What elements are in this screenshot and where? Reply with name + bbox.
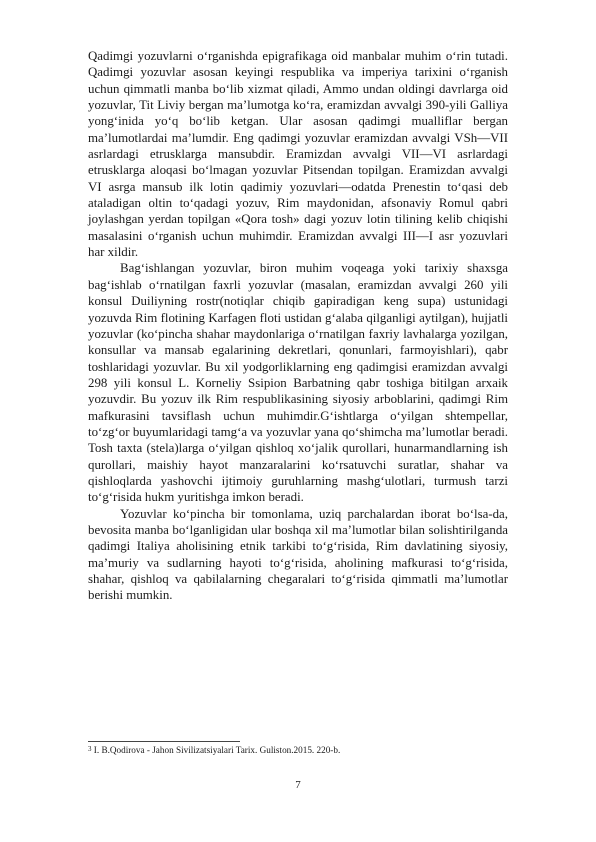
footnote — [88, 744, 508, 756]
body-text — [88, 48, 508, 604]
footnote-text: I. B.Qodirova - Jahon Sivilizatsiyalari Tarix. Guliston.2015. 220-b. — [93, 745, 341, 755]
paragraph-2: Bag‘ishlangan yozuvlar, biron muhim voqeaga yoki tarixiy shaxsga bag‘ishlab o‘rnatilgan faxrli yozuvlar (masalan, eramizdan avvalgi 260 yili konsul Duiliyning rostr(notiqlar chiqib gapiradigan keng supa) ustunidagi yozuvda Rim flotining Karfagen floti ustidan g‘alaba qilganligi aytilgan), hujjatli yozuvlar (ko‘pincha shahar maydonlariga o‘rnatilgan faxriy lavhalarga yozilgan, konsullar va mansab egalarining dekretlari, qonunlari, farmoyishlari), qabr toshlaridagi yozuvlar. Bu xil yodgorliklarning eng qadimgisi eramizdan avvalgi 298 yili konsul L. Korneliy Ssipion Barbatning qabr toshiga bitilgan arxaik yozuvdir. Bu yozuv ilk Rim respublikasining siyosiy arboblarini, qadimgi Rim mafkurasini tavsiflash uchun muhimdir.G‘ishtlarga o‘yilgan shtempellar, to‘zg‘or buyumlaridagi tamg‘a va yozuvlar yana qo‘shimcha ma’lumotlar beradi. Tosh taxta (stela)larga o‘yilgan qishloq xo‘jalik qurollari, hunarmandlarning ish qurollari, maishiy hayot manzaralarini ko‘rsatuvchi suratlar, shahar va qishloqlarda yashovchi ijtimoiy guruhlarning mashg‘ulotlari, turmush tarzi to‘g‘risida hukm yuritishga imkon beradi. — [88, 261, 508, 505]
paragraph-1: Qadimgi yozuvlarni o‘rganishda epigrafikaga oid manbalar muhim o‘rin tutadi. Qadimgi yozuvlar asosan keyingi respublika va imperiya tarixini o‘rganish uchun qimmatli manba bo‘lib xizmat qiladi, Ammo undan oldingi davrlarga oid yozuvlar, Tit Liviy bergan ma’lumotga ko‘ra, eramizdan avvalgi 390-yili Galliya yong‘inida yo‘q bo‘lib ketgan. Ular asosan qadimgi mualliflar bergan ma’lumotlardai ma’lumdir. Eng qadimgi yozuvlar eramizdan avvalgi VSh—VII asrlardagi etrusklarga mansubdir. Eramizdan avvalgi VII—VI asrlardagi etrusklarga aloqasi bo‘lmagan yozuvlar Pitsendan topilgan. Eramizdan avvalgi VI asrga mansub ilk lotin qadimiy yozuvlari—odatda Prenestin to‘qasi deb ataladigan oltin to‘qadagi yozuv, Rim maydonidan, afsonaviy Romul qabri joylashgan yerdan topilgan «Qora tosh» dagi yozuv lotin tilining kelib chiqishi masalasini o‘rganish uchun muhimdir. Eramizdan avvalgi III—I asr yozuvlari har xildir. — [88, 49, 508, 260]
paragraph-3: Yozuvlar ko‘pincha bir tomonlama, uziq parchalardan iborat bo‘lsa-da, bevosita manba bo‘lganligidan ular boshqa xil ma’lumotlar bilan solishtirilganda qadimgi Italiya aholisining etnik tarkibi to‘g‘risida, Rim davlatining siyosiy, ma’muriy va sudlarning hayoti to‘g‘risida, aholining mafkurasi to‘g‘risida, shahar, qishloq va qabilalarning chegaralari to‘g‘risida qimmatli ma’lumotlar berishi mumkin. — [88, 506, 508, 603]
footnote-separator — [88, 741, 240, 742]
footnote-marker: 3 — [88, 745, 92, 753]
page-number: 7 — [295, 779, 301, 791]
